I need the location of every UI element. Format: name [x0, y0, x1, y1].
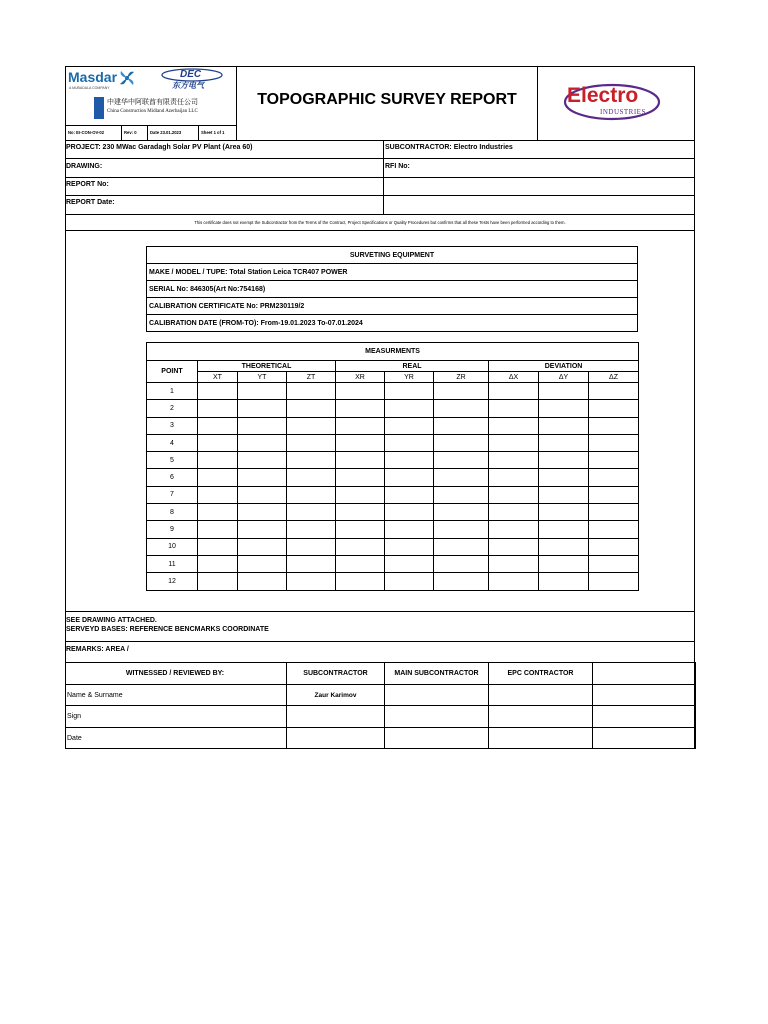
report-date-field: REPORT Date:: [66, 199, 115, 206]
date-label: Date: [66, 728, 287, 749]
measurement-cell[interactable]: [589, 521, 639, 538]
deviation-header: DEVIATION: [489, 361, 639, 372]
china-logo-cn-text: 中建华中阿联酋有限责任公司: [107, 99, 198, 106]
point-header: POINT: [147, 361, 198, 383]
column-header: ZR: [434, 372, 489, 383]
measurement-cell[interactable]: [489, 383, 539, 400]
measurement-cell[interactable]: [198, 521, 238, 538]
measurement-cell[interactable]: [336, 486, 385, 503]
equipment-calibration-date: CALIBRATION DATE (FROM-TO): From-19.01.2023 To-07.01.2024: [147, 315, 638, 332]
measurement-cell[interactable]: [336, 504, 385, 521]
table-row: [147, 504, 639, 521]
measurement-cell[interactable]: [287, 469, 336, 486]
masdar-logo-subtext: A MUBADALA COMPANY: [69, 86, 110, 90]
main-subcontractor-header: MAIN SUBCONTRACTOR: [385, 663, 489, 685]
disclaimer-text: This certificate does not exempt the Subcontractor from the Terms of the Contract, Project Specifications or Quality Procedures but confirms that all these Tests have been performed according to them.: [194, 220, 566, 225]
info-line-5: [65, 230, 695, 231]
measurement-cell[interactable]: [434, 452, 489, 469]
doc-date: Date 23.01.2023: [150, 130, 182, 135]
measurement-cell[interactable]: [385, 469, 434, 486]
measurement-cell[interactable]: [539, 452, 589, 469]
subcontractor-name[interactable]: Zaur Karimov: [287, 685, 385, 706]
measurement-cell[interactable]: [589, 434, 639, 451]
measurement-cell[interactable]: [238, 434, 287, 451]
equipment-table: [146, 246, 638, 332]
electro-logo-text: Electro: [567, 84, 639, 107]
report-no-field: REPORT No:: [66, 181, 109, 188]
measurement-cell[interactable]: [198, 434, 238, 451]
measurement-cell[interactable]: [287, 400, 336, 417]
measurement-cell[interactable]: [589, 538, 639, 555]
measurement-cell[interactable]: [489, 417, 539, 434]
measurement-cell[interactable]: [589, 383, 639, 400]
sign-label: Sign: [66, 706, 287, 728]
china-construction-logo: [94, 95, 200, 123]
column-header-row: [147, 372, 639, 383]
point-number: 10: [147, 538, 198, 555]
measurement-cell[interactable]: [385, 555, 434, 572]
measurement-cell[interactable]: [434, 400, 489, 417]
electro-logo-subtext: INDUSTRIES: [600, 108, 646, 116]
measurement-cell[interactable]: [489, 573, 539, 590]
table-row: [147, 434, 639, 451]
measurement-cell[interactable]: [198, 486, 238, 503]
measurement-cell[interactable]: [336, 383, 385, 400]
meta-divider-1: [121, 125, 122, 140]
measurement-cell[interactable]: [287, 452, 336, 469]
measurement-cell[interactable]: [385, 521, 434, 538]
dec-logo: [160, 68, 224, 90]
equipment-title: SURVETING EQUIPMENT: [147, 247, 638, 264]
measurement-cell[interactable]: [489, 504, 539, 521]
epc-sign-cell[interactable]: [489, 706, 593, 728]
column-header: YT: [238, 372, 287, 383]
measurement-cell[interactable]: [589, 452, 639, 469]
measurement-cell[interactable]: [198, 504, 238, 521]
measurement-cell[interactable]: [539, 538, 589, 555]
epc-name-cell[interactable]: [489, 685, 593, 706]
measurement-cell[interactable]: [434, 383, 489, 400]
measurement-cell[interactable]: [489, 486, 539, 503]
column-header: XR: [336, 372, 385, 383]
point-number: 12: [147, 573, 198, 590]
notes-line-2: SERVEYD BASES: REFERENCE BENCMARKS COORDINATE: [66, 626, 269, 633]
revision: Rev: 0: [124, 130, 137, 135]
measurement-cell[interactable]: [198, 555, 238, 572]
header-divider-2: [537, 66, 538, 140]
measurement-cell[interactable]: [238, 417, 287, 434]
measurement-cell[interactable]: [434, 469, 489, 486]
measurement-cell[interactable]: [539, 417, 589, 434]
measurement-cell[interactable]: [198, 573, 238, 590]
measurement-cell[interactable]: [385, 486, 434, 503]
measurement-cell[interactable]: [385, 400, 434, 417]
measurement-cell[interactable]: [589, 469, 639, 486]
measurement-cell[interactable]: [489, 469, 539, 486]
point-number: 6: [147, 469, 198, 486]
equipment-certificate: CALIBRATION CERTIFICATE No: PRM230119/2: [147, 298, 638, 315]
signature-table: [65, 662, 696, 749]
measurement-cell[interactable]: [287, 504, 336, 521]
measurement-cell[interactable]: [385, 452, 434, 469]
page-title: TOPOGRAPHIC SURVEY REPORT: [257, 91, 517, 108]
remarks-field: REMARKS: AREA /: [66, 646, 129, 653]
measurement-cell[interactable]: [238, 555, 287, 572]
project-field: PROJECT: 230 MWac Garadagh Solar PV Plant (Area 60): [66, 144, 253, 151]
measurement-cell[interactable]: [238, 452, 287, 469]
measurement-cell[interactable]: [434, 417, 489, 434]
measurement-cell[interactable]: [198, 469, 238, 486]
measurement-cell[interactable]: [336, 417, 385, 434]
measurement-cell[interactable]: [287, 521, 336, 538]
measurement-cell[interactable]: [539, 504, 589, 521]
measurement-cell[interactable]: [287, 538, 336, 555]
measurement-cell[interactable]: [489, 555, 539, 572]
table-row: [147, 486, 639, 503]
empty-header-cell: [593, 663, 696, 685]
masdar-fan-icon: [117, 68, 137, 88]
column-header: ΔX: [489, 372, 539, 383]
measurement-cell[interactable]: [539, 469, 589, 486]
measurement-cell[interactable]: [539, 555, 589, 572]
main-sub-sign-cell[interactable]: [385, 706, 489, 728]
measurement-cell[interactable]: [336, 521, 385, 538]
measurement-cell[interactable]: [336, 434, 385, 451]
measurement-cell[interactable]: [238, 383, 287, 400]
header-meta-line: [65, 125, 237, 126]
measurement-cell[interactable]: [589, 486, 639, 503]
measurements-title: MEASURMENTS: [147, 343, 639, 361]
extra-date-cell[interactable]: [593, 728, 696, 749]
measurement-cell[interactable]: [385, 434, 434, 451]
table-row: [147, 538, 639, 555]
measurement-cell[interactable]: [589, 555, 639, 572]
point-number: 3: [147, 417, 198, 434]
measurement-cell[interactable]: [238, 400, 287, 417]
measurement-cell[interactable]: [385, 417, 434, 434]
measurement-cell[interactable]: [336, 573, 385, 590]
measurement-cell[interactable]: [589, 573, 639, 590]
measurement-cell[interactable]: [336, 452, 385, 469]
notes-top-line: [65, 611, 695, 612]
measurement-cell[interactable]: [238, 521, 287, 538]
measurement-cell[interactable]: [287, 555, 336, 572]
china-logo-en-text: China Construction Midland Azerbaijan LLC: [107, 109, 198, 114]
name-surname-label: Name & Surname: [66, 685, 287, 706]
measurement-cell[interactable]: [539, 400, 589, 417]
column-header: ZT: [287, 372, 336, 383]
measurement-cell[interactable]: [385, 383, 434, 400]
dec-logo-subtext: 东方电气: [172, 81, 204, 90]
measurement-cell[interactable]: [434, 573, 489, 590]
measurement-cell[interactable]: [287, 573, 336, 590]
masdar-logo: [68, 68, 138, 94]
measurement-cell[interactable]: [539, 434, 589, 451]
measurement-cell[interactable]: [434, 486, 489, 503]
sheet-number: Sheet 1 of 1: [201, 130, 225, 135]
measurement-cell[interactable]: [238, 469, 287, 486]
equipment-make: MAKE / MODEL / TUPE: Total Station Leica TCR407 POWER: [147, 264, 638, 281]
epc-contractor-header: EPC CONTRACTOR: [489, 663, 593, 685]
table-row: [147, 417, 639, 434]
rfi-field: RFI No:: [385, 163, 410, 170]
measurement-cell[interactable]: [434, 504, 489, 521]
header-bottom-line: [65, 140, 695, 141]
main-sub-date-cell[interactable]: [385, 728, 489, 749]
meta-divider-3: [198, 125, 199, 140]
point-number: 2: [147, 400, 198, 417]
meta-divider-2: [147, 125, 148, 140]
measurement-cell[interactable]: [589, 504, 639, 521]
measurement-cell[interactable]: [198, 383, 238, 400]
measurement-cell[interactable]: [539, 521, 589, 538]
extra-name-cell[interactable]: [593, 685, 696, 706]
real-header: REAL: [336, 361, 489, 372]
measurement-cell[interactable]: [238, 573, 287, 590]
info-line-1: [65, 158, 695, 159]
subcontractor-header: SUBCONTRACTOR: [287, 663, 385, 685]
measurement-cell[interactable]: [287, 383, 336, 400]
subcontractor-field: SUBCONTRACTOR: Electro Industries: [385, 144, 513, 151]
table-row: [147, 573, 639, 590]
measurement-cell[interactable]: [385, 573, 434, 590]
table-row: [147, 383, 639, 400]
point-number: 11: [147, 555, 198, 572]
measurement-cell[interactable]: [287, 434, 336, 451]
measurement-cell[interactable]: [336, 538, 385, 555]
measurement-cell[interactable]: [198, 452, 238, 469]
subcontractor-sign-cell[interactable]: [287, 706, 385, 728]
info-line-4: [65, 214, 695, 215]
measurement-cell[interactable]: [238, 504, 287, 521]
measurement-cell[interactable]: [589, 400, 639, 417]
measurement-cell[interactable]: [434, 538, 489, 555]
measurement-cell[interactable]: [385, 504, 434, 521]
info-line-2: [65, 177, 695, 178]
main-sub-name-cell[interactable]: [385, 685, 489, 706]
measurement-cell[interactable]: [434, 521, 489, 538]
masdar-logo-text: Masdar: [68, 69, 118, 85]
measurement-cell[interactable]: [385, 538, 434, 555]
dec-logo-text: DEC: [180, 69, 202, 80]
electro-logo: [562, 82, 662, 122]
theoretical-header: THEORETICAL: [198, 361, 336, 372]
point-number: 4: [147, 434, 198, 451]
epc-date-cell[interactable]: [489, 728, 593, 749]
equipment-serial: SERIAL No: 846305(Art No:754168): [147, 281, 638, 298]
point-number: 5: [147, 452, 198, 469]
measurement-cell[interactable]: [539, 573, 589, 590]
measurement-cell[interactable]: [336, 469, 385, 486]
measurement-cell[interactable]: [336, 555, 385, 572]
subcontractor-date-cell[interactable]: [287, 728, 385, 749]
measurement-cell[interactable]: [198, 538, 238, 555]
measurement-cell[interactable]: [489, 400, 539, 417]
measurement-cell[interactable]: [589, 417, 639, 434]
measurements-table: [146, 342, 639, 591]
table-row: [147, 521, 639, 538]
measurement-cell[interactable]: [287, 486, 336, 503]
measurement-cell[interactable]: [238, 486, 287, 503]
measurement-cell[interactable]: [287, 417, 336, 434]
measurement-cell[interactable]: [539, 486, 589, 503]
point-number: 7: [147, 486, 198, 503]
measurement-cell[interactable]: [198, 417, 238, 434]
table-row: [147, 555, 639, 572]
cscec-emblem-icon: [94, 97, 104, 119]
table-row: [147, 400, 639, 417]
drawing-field: DRAWING:: [66, 163, 103, 170]
point-number: 1: [147, 383, 198, 400]
measurement-cell[interactable]: [489, 452, 539, 469]
measurement-cell[interactable]: [489, 538, 539, 555]
witnessed-label: WITNESSED / REVIEWED BY:: [125, 670, 225, 677]
table-row: [147, 469, 639, 486]
measurement-cell[interactable]: [489, 521, 539, 538]
measurement-cell[interactable]: [336, 400, 385, 417]
notes-bottom-line: [65, 641, 695, 642]
column-header: XT: [198, 372, 238, 383]
notes-line-1: SEE DRAWING ATTACHED.: [66, 617, 157, 624]
info-line-3: [65, 195, 695, 196]
extra-sign-cell[interactable]: [593, 706, 696, 728]
measurement-cell[interactable]: [434, 555, 489, 572]
measurement-cell[interactable]: [238, 538, 287, 555]
column-header: YR: [385, 372, 434, 383]
measurement-cell[interactable]: [434, 434, 489, 451]
measurement-cell[interactable]: [198, 400, 238, 417]
point-number: 9: [147, 521, 198, 538]
doc-number: No: EI-CON-OV-02: [68, 130, 105, 135]
column-header: ΔY: [539, 372, 589, 383]
table-row: [147, 452, 639, 469]
measurement-cell[interactable]: [539, 383, 589, 400]
measurement-cell[interactable]: [489, 434, 539, 451]
point-number: 8: [147, 504, 198, 521]
column-header: ΔZ: [589, 372, 639, 383]
